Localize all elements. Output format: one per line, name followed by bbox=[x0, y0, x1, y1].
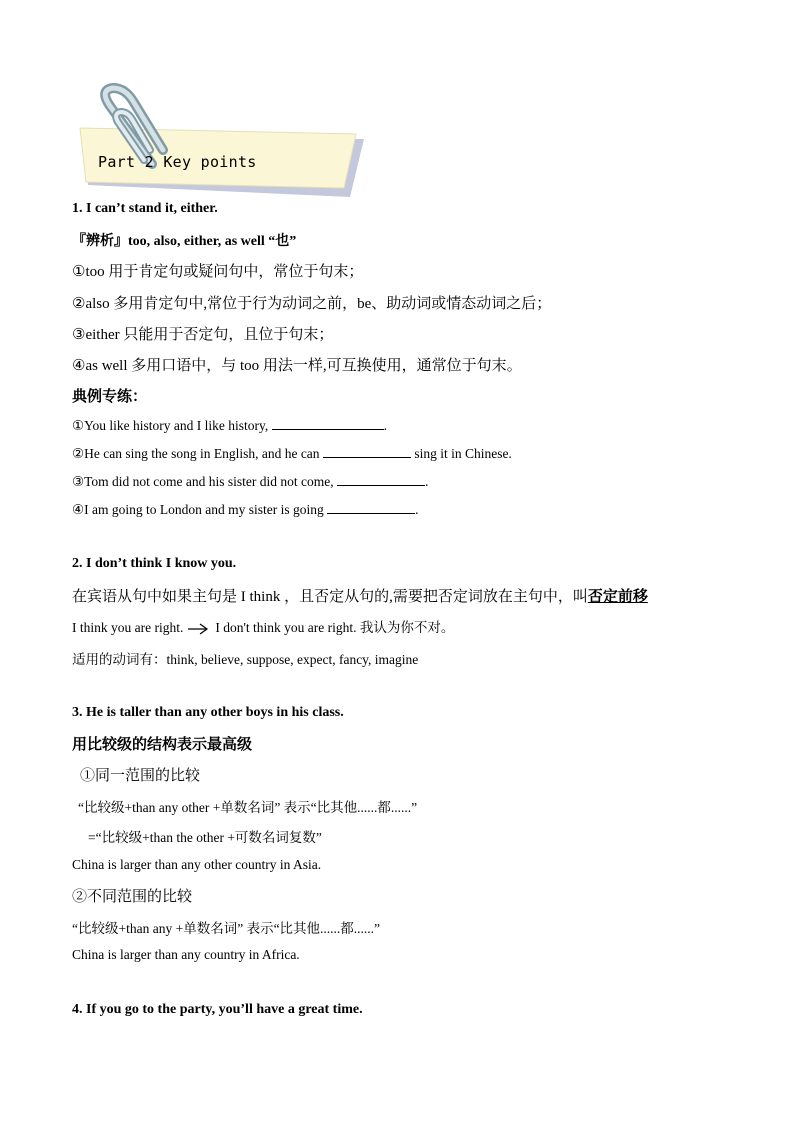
s3-line: “比较级+than any +单数名词” 表示“比其他......都......” bbox=[72, 921, 381, 936]
example-item bbox=[72, 445, 512, 462]
right-arrow-icon bbox=[187, 623, 209, 635]
banner-title: Part 2 Key points bbox=[98, 153, 257, 171]
s2-verbs: 适用的动词有：think, believe, suppose, expect, fancy, imagine bbox=[72, 652, 419, 667]
s4-heading: 4. If you go to the party, you’ll have a great time. bbox=[72, 1002, 363, 1017]
s2-description-text: 在宾语从句中如果主句是 I think ，且否定从句的,需要把否定词放在主句中，叫 bbox=[72, 589, 588, 605]
practice-label: 典例专练： bbox=[72, 389, 148, 405]
answer-blank[interactable] bbox=[327, 501, 415, 514]
answer-blank[interactable] bbox=[272, 417, 384, 430]
s1-heading: 1. I can’t stand it, either. bbox=[72, 201, 218, 216]
s3-subheading: 用比较级的结构表示最高级 bbox=[72, 737, 253, 753]
s2-description bbox=[72, 585, 648, 606]
s3-line: ①同一范围的比较 bbox=[80, 768, 201, 784]
s1-rule: ④as well 多用口语中，与 too 用法一样,可互换使用，通常位于句末。 bbox=[72, 358, 522, 374]
example-item bbox=[72, 417, 387, 434]
example-text: . bbox=[415, 502, 419, 517]
s2-example-right: I don't think you are right. 我认为你不对。 bbox=[215, 620, 455, 635]
example-text: ①You like history and I like history, bbox=[72, 418, 272, 433]
s3-line: ②不同范围的比较 bbox=[72, 889, 193, 905]
example-text: . bbox=[383, 418, 387, 433]
answer-blank[interactable] bbox=[323, 445, 411, 458]
example-item bbox=[72, 473, 428, 490]
s2-heading: 2. I don’t think I know you. bbox=[72, 556, 237, 571]
s3-line: “比较级+than any other +单数名词” 表示“比其他......都......” bbox=[78, 800, 418, 815]
s1-rule: ②also 多用肯定句中,常位于行为动词之前，be、助动词或情态动词之后； bbox=[72, 296, 552, 312]
s1-subheading: 『辨析』too, also, either, as well “也” bbox=[72, 234, 297, 249]
s3-heading: 3. He is taller than any other boys in his class. bbox=[72, 705, 344, 720]
example-item bbox=[72, 501, 418, 518]
example-text: ④I am going to London and my sister is going bbox=[72, 502, 328, 517]
example-text: sing it in Chinese. bbox=[410, 446, 512, 461]
example-text: ②He can sing the song in English, and he can bbox=[72, 446, 323, 461]
s2-example-left: I think you are right. bbox=[72, 620, 184, 635]
s2-example bbox=[72, 616, 454, 636]
s3-line: China is larger than any country in Africa. bbox=[72, 947, 300, 962]
example-text: . bbox=[425, 474, 429, 489]
s2-term: 否定前移 bbox=[587, 589, 648, 605]
banner-graphic bbox=[0, 0, 794, 220]
s1-rule: ③either 只能用于否定句，且位于句末； bbox=[72, 327, 334, 343]
s3-line: China is larger than any other country in Asia. bbox=[72, 857, 322, 872]
answer-blank[interactable] bbox=[337, 473, 425, 486]
example-text: ③Tom did not come and his sister did not come, bbox=[72, 474, 337, 489]
s3-line: =“比较级+than the other +可数名词复数” bbox=[88, 830, 322, 845]
s1-rule: ①too 用于肯定句或疑问句中，常位于句末； bbox=[72, 264, 364, 280]
